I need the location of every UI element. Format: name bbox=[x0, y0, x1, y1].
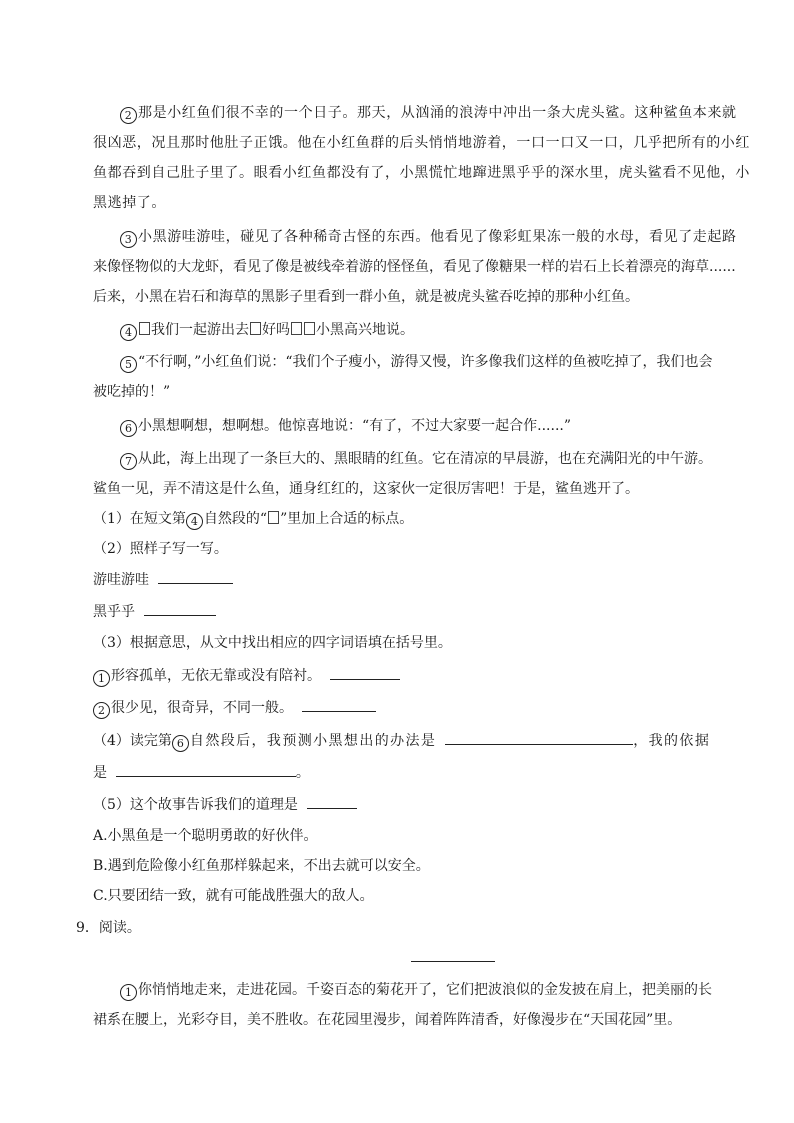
paragraph-2-line-1: 2 那是小红鱼们很不幸的一个日子。那天，从汹涌的浪涛中冲出一条大虎头鲨。这种鲨鱼本来就 bbox=[120, 103, 737, 124]
paragraph-2-line-3: 鱼都吞到自己肚子里了。眼看小红鱼都没有了，小黑慌忙地蹿进黑乎乎的深水里，虎头鲨看不见他，小 bbox=[93, 165, 750, 181]
option-c[interactable]: C.只要团结一致，就有可能战胜强大的敌人。 bbox=[93, 888, 374, 904]
paragraph-3-line-3: 后来，小黑在岩石和海草的黑影子里看到一群小鱼，就是被虎头鲨吞吃掉的那种小红鱼。 bbox=[93, 289, 639, 305]
paragraph-number: 4 bbox=[120, 324, 137, 341]
answer-blank[interactable] bbox=[158, 569, 233, 584]
paragraph-5-line-1: 5 “不行啊，”小红鱼们说：“我们个子瘦小，游得又慢，许多像我们这样的鱼被吃掉了，我们也会 bbox=[120, 352, 712, 373]
question-3-item-1: 1 形容孤单，无依无靠或没有陪衬。 bbox=[93, 665, 400, 687]
answer-blank[interactable] bbox=[307, 794, 357, 809]
question-1: （1）在短文第 4 自然段的“ ”里加上合适的标点。 bbox=[93, 511, 414, 528]
question-3: （3）根据意思，从文中找出相应的四字词语填在括号里。 bbox=[93, 635, 452, 651]
answer-blank[interactable] bbox=[445, 730, 633, 745]
question-4-line-1: （4）读完第 6 自然段后，我预测小黑想出的办法是 ，我的依据 bbox=[93, 730, 710, 752]
paragraph-3-line-1: 3 小黑游哇游哇，碰见了各种稀奇古怪的东西。他看见了像彩虹果冻一般的水母，看见了走起路 bbox=[120, 227, 737, 248]
option-a[interactable]: A.小黑鱼是一个聪明勇敢的好伙伴。 bbox=[93, 828, 318, 844]
answer-blank[interactable] bbox=[116, 762, 296, 777]
paragraph-7-line-2: 鲨鱼一见，弄不清这是什么鱼，通身红红的，这家伙一定很厉害吧！于是，鲨鱼逃开了。 bbox=[93, 481, 639, 497]
option-b[interactable]: B.遇到危险像小红鱼那样躲起来，不出去就可以安全。 bbox=[93, 858, 430, 874]
reading-paragraph-1-line-2: 裙系在腰上，光彩夺目，美不胜收。在花园里漫步，闻着阵阵清香，好像漫步在“天国花园”里。 bbox=[93, 1012, 682, 1028]
paragraph-number: 3 bbox=[120, 231, 137, 248]
paragraph-4: 4 我们一起游出去 好吗 小黑高兴地说。 bbox=[120, 320, 414, 341]
title-blank[interactable] bbox=[411, 961, 495, 962]
paragraph-number: 6 bbox=[120, 420, 137, 437]
reading-paragraph-1-line-1: 1 你悄悄地走来，走进花园。千姿百态的菊花开了，它们把波浪似的金发披在肩上，把美丽的长 bbox=[120, 980, 712, 1001]
paragraph-number: 4 bbox=[186, 513, 203, 530]
punctuation-box[interactable] bbox=[250, 322, 261, 335]
item-number: 2 bbox=[93, 702, 110, 719]
box-symbol bbox=[268, 511, 279, 524]
punctuation-box[interactable] bbox=[291, 322, 302, 335]
item-number: 1 bbox=[93, 670, 110, 687]
punctuation-box[interactable] bbox=[304, 322, 315, 335]
answer-blank[interactable] bbox=[302, 697, 376, 712]
paragraph-2-line-4: 黑逃掉了。 bbox=[93, 195, 166, 211]
question-5: （5）这个故事告诉我们的道理是 bbox=[93, 794, 357, 815]
question-2-item-1: 游哇游哇 bbox=[93, 569, 233, 590]
paragraph-number: 6 bbox=[172, 735, 189, 752]
question-2-item-2: 黑乎乎 bbox=[93, 601, 216, 622]
answer-blank[interactable] bbox=[144, 601, 216, 616]
question-9-label: 9．阅读。 bbox=[76, 920, 141, 936]
paragraph-6: 6 小黑想啊想，想啊想。他惊喜地说：“有了，不过大家要一起合作......” bbox=[120, 416, 571, 437]
paragraph-3-line-2: 来像怪物似的大龙虾，看见了像是被线牵着游的怪怪鱼，看见了像糖果一样的岩石上长着漂亮的海草...... bbox=[93, 259, 736, 275]
paragraph-number: 2 bbox=[120, 107, 137, 124]
answer-blank[interactable] bbox=[330, 665, 400, 680]
paragraph-number: 1 bbox=[120, 984, 137, 1001]
question-2: （2）照样子写一写。 bbox=[93, 541, 228, 557]
paragraph-5-line-2: 被吃掉的！” bbox=[93, 384, 171, 400]
paragraph-number: 7 bbox=[120, 453, 137, 470]
paragraph-number: 5 bbox=[120, 356, 137, 373]
paragraph-2-line-2: 很凶恶，况且那时他肚子正饿。他在小红鱼群的后头悄悄地游着，一口一口又一口，几乎把所有的小红 bbox=[93, 135, 750, 151]
paragraph-7-line-1: 7 从此，海上出现了一条巨大的、黑眼睛的红鱼。它在清凉的早晨游，也在充满阳光的中午游。 bbox=[120, 449, 712, 470]
question-4-line-2: 是 。 bbox=[93, 762, 310, 783]
question-3-item-2: 2 很少见，很奇异，不同一般。 bbox=[93, 697, 376, 719]
punctuation-box[interactable] bbox=[139, 322, 150, 335]
